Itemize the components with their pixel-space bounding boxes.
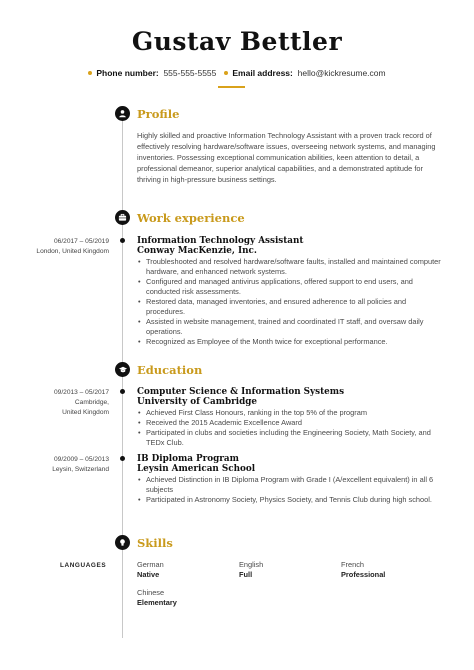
list-item: • Participated in clubs and societies including the Engineering Society, Math Society, and TEDx Club. (146, 428, 446, 448)
education-location: United Kingdom (62, 409, 109, 416)
language-level: Professional (341, 570, 386, 579)
email-value[interactable]: hello@kickresume.com (297, 68, 386, 78)
language-level: Native (137, 570, 160, 579)
phone-value: 555-555-5555 (163, 68, 217, 78)
list-item: • Achieved First Class Honours, ranking in the top 5% of the program (146, 408, 446, 418)
list-item: • Received the 2015 Academic Excellence Award (146, 418, 446, 428)
list-item: • Configured and managed antivirus applications, offered support to end users, and conducted risk assessments. (146, 277, 446, 297)
education-achievements (137, 408, 446, 448)
language-name: German (137, 560, 164, 569)
candidate-name: Gustav Bettler (131, 27, 343, 56)
job-meta (9, 237, 109, 257)
lightbulb-icon (115, 535, 130, 550)
language-item (239, 560, 263, 580)
job-location: London, United Kingdom (36, 248, 109, 255)
school-name: Leysin American School (137, 464, 256, 474)
education-achievements (137, 475, 446, 505)
education-dates: 09/2009 – 05/2013 (53, 456, 109, 463)
education-dates: 09/2013 – 05/2017 (53, 389, 109, 396)
list-item: • Assisted in website management, trained and coordinated IT staff, and oversaw daily operations. (146, 317, 446, 337)
list-item: • Recognized as Employee of the Month twice for exceptional performance. (146, 337, 446, 347)
graduation-cap-icon (115, 362, 130, 377)
education-location: Cambridge, (74, 399, 109, 406)
language-level: Elementary (137, 598, 177, 607)
language-name: French (341, 560, 365, 569)
school-name: University of Cambridge (137, 397, 258, 407)
skills-heading: Skills (137, 536, 173, 550)
phone-dot-icon (88, 71, 92, 75)
degree-title: IB Diploma Program (137, 454, 239, 464)
timeline-line (122, 120, 123, 638)
language-item (341, 560, 385, 580)
language-level: Full (239, 570, 253, 579)
language-name: English (239, 560, 264, 569)
person-icon (115, 106, 130, 121)
profile-summary: Highly skilled and proactive Information Technology Assistant with a proven track record of effectively resolving hardware/software issues, overseeing network systems, and managing inventories. Possessing exceptional communication abilities, keen attention to detail, a professional demeanor, superior analytical capabilities, and a demonstrated aptitude for thriving in high-pressure business settings. (137, 131, 436, 184)
language-item (137, 588, 177, 608)
education-timeline-dot (120, 456, 125, 461)
job-timeline-dot (120, 238, 125, 243)
job-dates: 06/2017 – 05/2019 (53, 238, 109, 245)
list-item: • Achieved Distinction in IB Diploma Program with Grade I (A/excellent equivalent) in all 6 subjects (146, 475, 446, 495)
job-title: Information Technology Assistant (137, 236, 304, 246)
education-timeline-dot (120, 389, 125, 394)
list-item: • Participated in Astronomy Society, Physics Society, and Tennis Club during high school. (146, 495, 446, 505)
list-item: • Troubleshooted and resolved hardware/software faults, installed and maintained computer hardware, and enhanced network systems. (146, 257, 446, 277)
language-name: Chinese (137, 588, 165, 597)
job-responsibilities (137, 257, 446, 347)
email-label: Email address: (232, 68, 293, 78)
education-location: Leysin, Switzerland (52, 466, 109, 473)
header-accent-divider (218, 86, 245, 88)
phone-label: Phone number: (96, 68, 159, 78)
email-dot-icon (224, 71, 228, 75)
languages-label: LANGUAGES (60, 562, 107, 569)
list-item: • Restored data, managed inventories, and ensured adherence to all policies and procedures. (146, 297, 446, 317)
degree-title: Computer Science & Information Systems (137, 387, 345, 397)
language-item (137, 560, 164, 580)
education-meta (9, 388, 109, 418)
education-heading: Education (137, 363, 203, 377)
job-company: Conway MacKenzie, Inc. (137, 246, 257, 256)
contact-line (0, 68, 474, 78)
profile-heading: Profile (137, 107, 180, 121)
education-meta (9, 455, 109, 475)
work-heading: Work experience (137, 211, 245, 225)
briefcase-icon (115, 210, 130, 225)
